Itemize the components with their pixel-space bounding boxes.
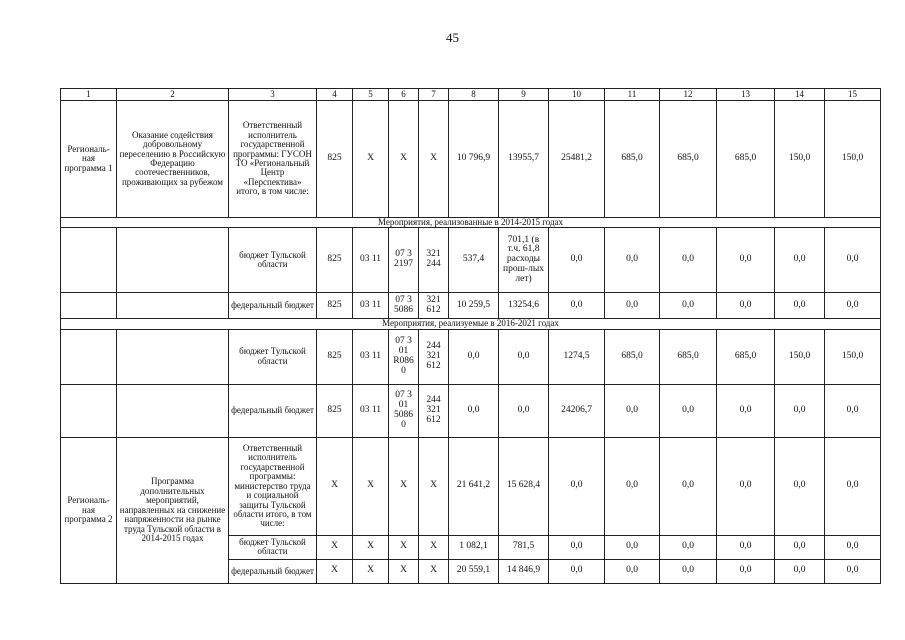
cell: 0,0 <box>660 437 717 535</box>
source-cell: бюджет Тульской области <box>229 329 317 384</box>
table-row <box>61 384 881 437</box>
program1-row <box>61 101 881 218</box>
cell: Х <box>317 437 353 535</box>
cell: Х <box>317 559 353 583</box>
cell: 0,0 <box>605 228 660 293</box>
cell: 0,0 <box>825 559 881 583</box>
empty-cell <box>117 329 229 384</box>
cell: 0,0 <box>660 535 717 559</box>
program-title: Оказание содействия добровольному переселению в Российскую Федерацию соотечественников, проживающих за рубежом <box>117 101 229 218</box>
section-header-row <box>61 218 881 228</box>
cell: Х <box>389 101 419 218</box>
cell: 0,0 <box>825 437 881 535</box>
cell: 0,0 <box>499 384 549 437</box>
page-number: 45 <box>446 30 459 45</box>
cell: 0,0 <box>717 228 775 293</box>
cell: 0,0 <box>549 228 605 293</box>
cell: 321 612 <box>419 293 449 319</box>
empty-cell <box>61 228 117 293</box>
cell: 07 3 01 5086 0 <box>389 384 419 437</box>
source-cell: федеральный бюджет <box>229 384 317 437</box>
cell: 03 11 <box>353 228 389 293</box>
cell: 1 082,1 <box>449 535 499 559</box>
source-cell: федеральный бюджет <box>229 559 317 583</box>
cell: 150,0 <box>825 101 881 218</box>
executor-cell: Ответственный исполнитель государственной программы: ГУСОН ТО «Региональный Центр «Перспектива» итого, в том числе: <box>229 101 317 218</box>
cell: 1274,5 <box>549 329 605 384</box>
cell: 21 641,2 <box>449 437 499 535</box>
cell: 13254,6 <box>499 293 549 319</box>
cell: 685,0 <box>660 101 717 218</box>
cell: 25481,2 <box>549 101 605 218</box>
empty-cell <box>117 228 229 293</box>
cell: 685,0 <box>717 101 775 218</box>
col-header-3: 3 <box>229 89 317 101</box>
col-header-9: 9 <box>499 89 549 101</box>
cell: 24206,7 <box>549 384 605 437</box>
empty-cell <box>61 329 117 384</box>
col-header-5: 5 <box>353 89 389 101</box>
source-cell: бюджет Тульской области <box>229 228 317 293</box>
section-header-row <box>61 319 881 329</box>
cell: 07 3 2197 <box>389 228 419 293</box>
section-title: Мероприятия, реализуемые в 2016-2021 годах <box>61 319 881 329</box>
empty-cell <box>117 384 229 437</box>
executor-cell: Ответственный исполнитель государственной программы: министерство труда и социальной защиты Тульской области итого, в том числе: <box>229 437 317 535</box>
cell: 0,0 <box>605 384 660 437</box>
col-header-11: 11 <box>605 89 660 101</box>
cell: 244 321 612 <box>419 384 449 437</box>
cell: 0,0 <box>717 293 775 319</box>
cell: 13955,7 <box>499 101 549 218</box>
cell: 321 244 <box>419 228 449 293</box>
col-header-14: 14 <box>775 89 825 101</box>
cell: 0,0 <box>775 228 825 293</box>
cell: 03 11 <box>353 384 389 437</box>
cell: 685,0 <box>605 101 660 218</box>
table-row <box>61 329 881 384</box>
cell: Х <box>353 437 389 535</box>
cell: 07 3 5086 <box>389 293 419 319</box>
cell: 0,0 <box>717 384 775 437</box>
cell: 20 559,1 <box>449 559 499 583</box>
cell: Х <box>389 437 419 535</box>
col-header-6: 6 <box>389 89 419 101</box>
program-name: Региональ-ная программа 2 <box>61 437 117 583</box>
cell: 0,0 <box>449 329 499 384</box>
cell: 0,0 <box>549 437 605 535</box>
cell: 0,0 <box>449 384 499 437</box>
cell: 150,0 <box>775 329 825 384</box>
cell: 0,0 <box>605 437 660 535</box>
cell: 0,0 <box>660 384 717 437</box>
cell: 0,0 <box>717 535 775 559</box>
source-cell: бюджет Тульской области <box>229 535 317 559</box>
cell: 03 11 <box>353 293 389 319</box>
cell: 685,0 <box>717 329 775 384</box>
cell: 0,0 <box>775 384 825 437</box>
cell: 244 321 612 <box>419 329 449 384</box>
cell: 0,0 <box>660 293 717 319</box>
section-title: Мероприятия, реализованные в 2014-2015 годах <box>61 218 881 228</box>
cell: 0,0 <box>717 559 775 583</box>
cell: 14 846,9 <box>499 559 549 583</box>
budget-table <box>60 88 881 584</box>
cell: Х <box>419 535 449 559</box>
cell: 03 11 <box>353 329 389 384</box>
cell: 825 <box>317 228 353 293</box>
empty-cell <box>61 293 117 319</box>
cell: Х <box>353 101 389 218</box>
cell: 0,0 <box>549 535 605 559</box>
col-header-2: 2 <box>117 89 229 101</box>
cell: 10 796,9 <box>449 101 499 218</box>
program-title: Программа дополнительных мероприятий, направленных на снижение напряженности на рынке труда Тульской области в 2014-2015 годах <box>117 437 229 583</box>
cell: Х <box>353 535 389 559</box>
col-header-12: 12 <box>660 89 717 101</box>
source-cell: федеральный бюджет <box>229 293 317 319</box>
col-header-13: 13 <box>717 89 775 101</box>
cell: 0,0 <box>775 535 825 559</box>
cell: 685,0 <box>660 329 717 384</box>
cell: Х <box>353 559 389 583</box>
cell: 825 <box>317 101 353 218</box>
cell: 150,0 <box>775 101 825 218</box>
col-header-15: 15 <box>825 89 881 101</box>
program2-row <box>61 437 881 535</box>
cell: 825 <box>317 329 353 384</box>
cell: 685,0 <box>605 329 660 384</box>
cell: 0,0 <box>605 293 660 319</box>
program-name: Региональ-ная программа 1 <box>61 101 117 218</box>
table-row <box>61 228 881 293</box>
cell: 0,0 <box>605 535 660 559</box>
cell: 0,0 <box>605 559 660 583</box>
cell: 825 <box>317 293 353 319</box>
col-header-4: 4 <box>317 89 353 101</box>
cell: 150,0 <box>825 329 881 384</box>
cell: 0,0 <box>775 293 825 319</box>
col-header-10: 10 <box>549 89 605 101</box>
cell: 0,0 <box>825 535 881 559</box>
cell: Х <box>419 437 449 535</box>
cell: 0,0 <box>499 329 549 384</box>
cell: 0,0 <box>775 559 825 583</box>
cell: 0,0 <box>660 559 717 583</box>
cell: 0,0 <box>775 437 825 535</box>
cell: Х <box>389 559 419 583</box>
cell: 07 3 01 R086 0 <box>389 329 419 384</box>
empty-cell <box>61 384 117 437</box>
cell: Х <box>317 535 353 559</box>
cell: 10 259,5 <box>449 293 499 319</box>
col-header-8: 8 <box>449 89 499 101</box>
cell: 825 <box>317 384 353 437</box>
cell: Х <box>419 101 449 218</box>
cell: 0,0 <box>717 437 775 535</box>
col-header-1: 1 <box>61 89 117 101</box>
cell: 0,0 <box>549 559 605 583</box>
table-row <box>61 293 881 319</box>
cell: 0,0 <box>825 293 881 319</box>
cell: 537,4 <box>449 228 499 293</box>
column-number-row <box>61 89 881 101</box>
empty-cell <box>117 293 229 319</box>
cell: 0,0 <box>825 384 881 437</box>
cell: 0,0 <box>660 228 717 293</box>
cell: Х <box>419 559 449 583</box>
cell: 781,5 <box>499 535 549 559</box>
cell: 0,0 <box>825 228 881 293</box>
cell: 0,0 <box>549 293 605 319</box>
cell: 15 628,4 <box>499 437 549 535</box>
col-header-7: 7 <box>419 89 449 101</box>
cell: Х <box>389 535 419 559</box>
cell: 701,1 (в т.ч. 61,8 расходы прош-лых лет) <box>499 228 549 293</box>
